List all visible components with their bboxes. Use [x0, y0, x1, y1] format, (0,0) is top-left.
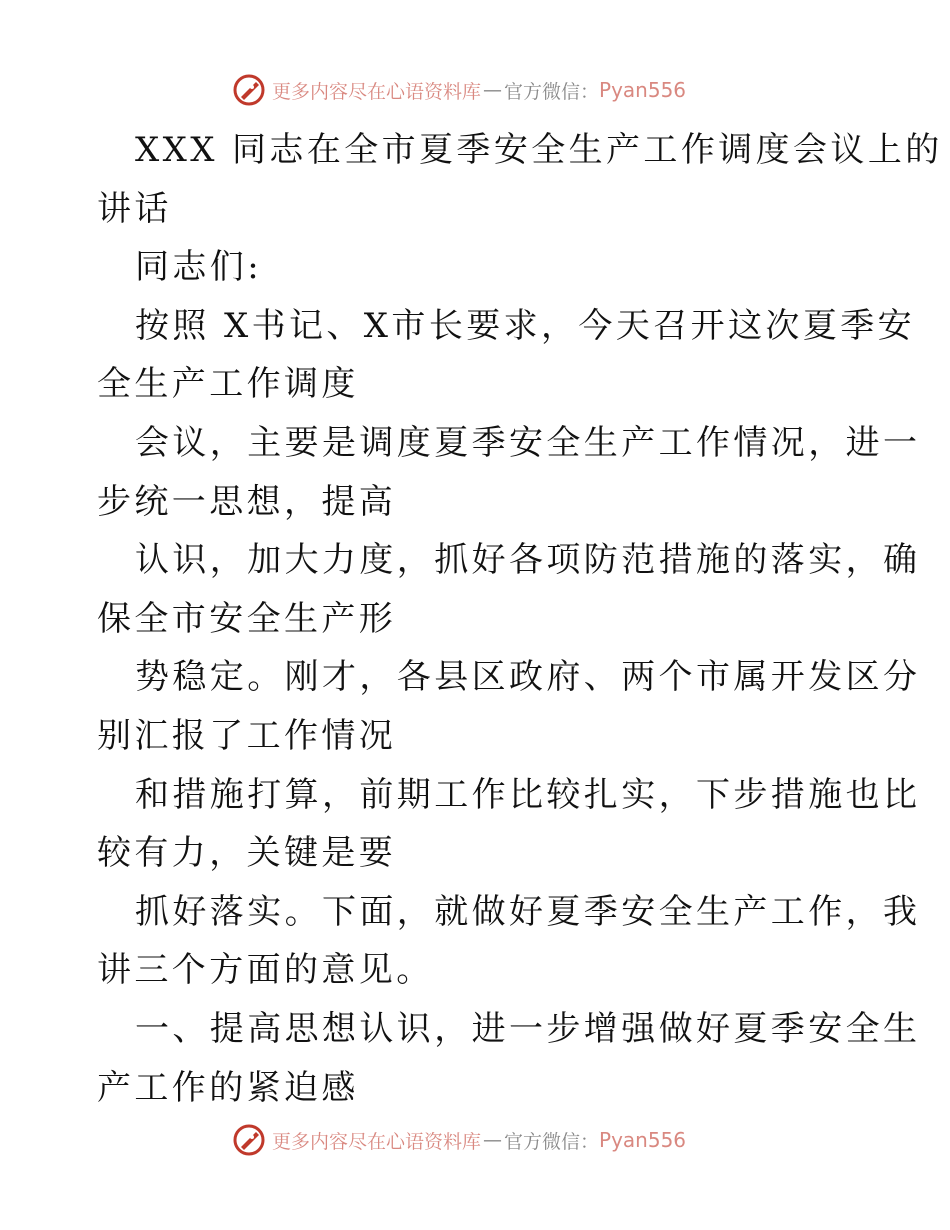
text-line: 较有力，关键是要	[97, 833, 397, 874]
text-line: 认识，加大力度，抓好各项防范措施的落实，确	[135, 540, 921, 581]
watermark-dash: —	[483, 79, 503, 101]
text-line: 讲三个方面的意见。	[97, 950, 434, 991]
text-line: 和措施打算，前期工作比较扎实，下步措施也比	[135, 774, 921, 815]
text-line: 同志们:	[135, 247, 263, 288]
text-line: 抓好落实。下面，就做好夏季安全生产工作，我	[135, 891, 921, 932]
watermark-wechat-label: 官方微信：	[504, 80, 600, 103]
watermark-wechat-id: Pyan556	[599, 78, 687, 102]
watermark-footer	[232, 1122, 686, 1158]
watermark-header	[232, 72, 686, 108]
document-title-line: 讲话	[97, 188, 172, 229]
text-line: 全生产工作调度	[97, 364, 359, 405]
watermark-wechat-label: 官方微信：	[504, 1130, 600, 1153]
text-line: 别汇报了工作情况	[97, 715, 397, 756]
watermark-site: 更多内容尽在心语资料库	[272, 80, 482, 103]
text-line: 按照 X书记、X市长要求，今天召开这次夏季安	[135, 305, 916, 346]
text-line: 产工作的紧迫感	[97, 1067, 359, 1108]
pen-logo-icon	[232, 1123, 266, 1157]
watermark-site: 更多内容尽在心语资料库	[272, 1130, 482, 1153]
text-line: 保全市安全生产形	[97, 598, 397, 639]
text-line: 势稳定。刚才，各县区政府、两个市属开发区分	[135, 657, 921, 698]
document-title-line: XXX 同志在全市夏季安全生产工作调度会议上的	[135, 130, 943, 170]
text-line: 步统一思想，提高	[97, 481, 397, 522]
pen-logo-icon	[232, 73, 266, 107]
document-body	[97, 121, 943, 1117]
watermark-dash: —	[483, 1129, 503, 1151]
text-line: 会议，主要是调度夏季安全生产工作情况，进一	[135, 422, 921, 463]
watermark-wechat-id: Pyan556	[599, 1128, 687, 1152]
text-line: 一、提高思想认识，进一步增强做好夏季安全生	[135, 1008, 921, 1049]
